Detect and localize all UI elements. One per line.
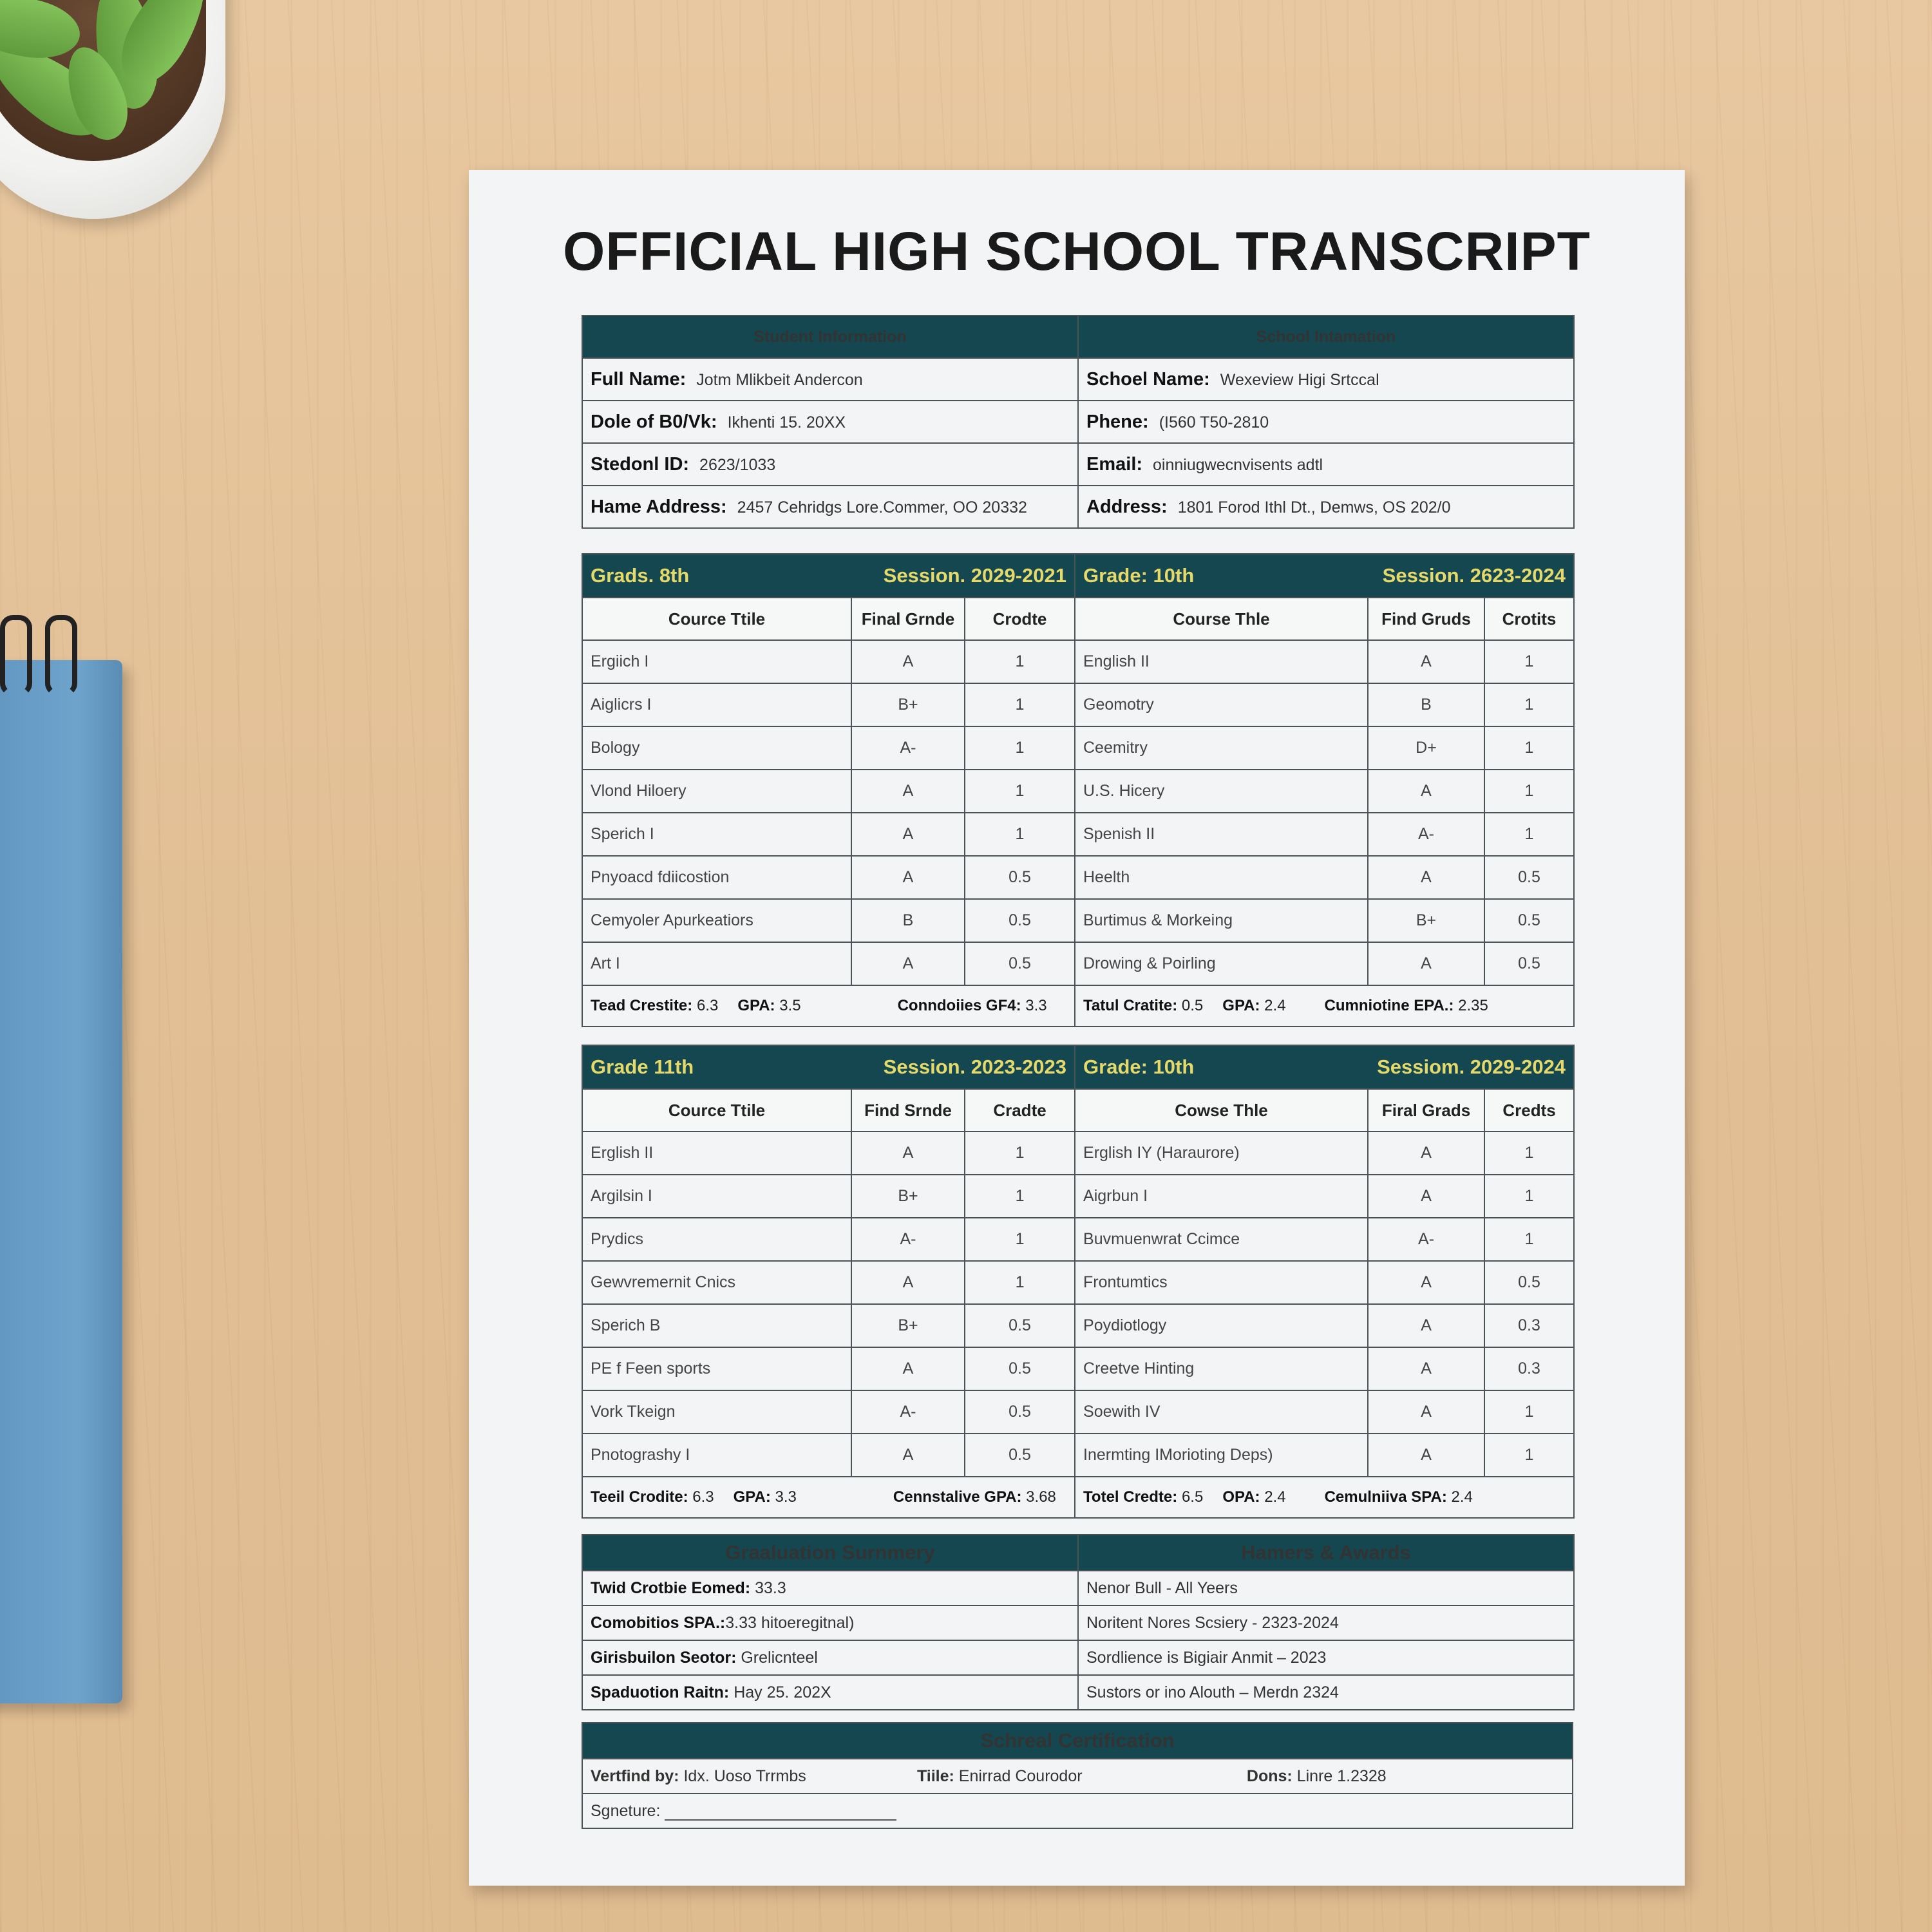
course-title: Pnyoacd fdiicostion bbox=[582, 856, 851, 899]
course-title: Argilsin I bbox=[582, 1175, 851, 1218]
course-title: Geomotry bbox=[1075, 683, 1368, 726]
course-row bbox=[582, 1434, 1574, 1477]
course-title: Buvmuenwrat Ccimce bbox=[1075, 1218, 1368, 1261]
final-grade: A bbox=[1368, 942, 1484, 985]
info-value: oinniugwecnvisents adtl bbox=[1153, 455, 1323, 474]
gpa-label: GPA: bbox=[1222, 997, 1260, 1014]
grade-header-right bbox=[1075, 1045, 1574, 1089]
credits: 0.5 bbox=[965, 856, 1075, 899]
cumulative-gpa-label: Cennstalive GPA: bbox=[893, 1488, 1022, 1506]
info-value: Wexeview Higi Srtccal bbox=[1220, 370, 1379, 389]
column-header: Crotits bbox=[1484, 598, 1574, 640]
course-title: Ergiich I bbox=[582, 640, 851, 683]
column-header: Firal Grads bbox=[1368, 1089, 1484, 1132]
credits: 1 bbox=[1484, 683, 1574, 726]
award-item: Sustors or ino Alouth – Merdn 2324 bbox=[1078, 1675, 1574, 1710]
final-grade: A bbox=[1368, 1132, 1484, 1175]
summary-label: Comobitios SPA.: bbox=[591, 1613, 726, 1632]
signature-line bbox=[665, 1806, 896, 1821]
term-summary bbox=[582, 985, 1075, 1027]
term-summary bbox=[582, 1477, 1075, 1518]
course-title: Pnotograshy I bbox=[582, 1434, 851, 1477]
column-header: Find Gruds bbox=[1368, 598, 1484, 640]
course-title: Sperich I bbox=[582, 813, 851, 856]
info-value: Ikhenti 15. 20XX bbox=[727, 413, 846, 431]
column-header: Find Srnde bbox=[851, 1089, 965, 1132]
session-label: Session. 2023-2023 bbox=[883, 1056, 1067, 1078]
grade-header-right bbox=[1075, 554, 1574, 598]
credits: 1 bbox=[1484, 1434, 1574, 1477]
cumulative-gpa-label: Conndoiies GF4: bbox=[897, 997, 1021, 1014]
credits-label: Totel Credte: bbox=[1083, 1488, 1178, 1506]
course-title: Spenish II bbox=[1075, 813, 1368, 856]
credits: 0.3 bbox=[1484, 1347, 1574, 1390]
award-item: Nenor Bull - All Yeers bbox=[1078, 1571, 1574, 1605]
course-title: Inermting IMorioting Deps) bbox=[1075, 1434, 1368, 1477]
final-grade: B+ bbox=[851, 1304, 965, 1347]
final-grade: A bbox=[1368, 1347, 1484, 1390]
summary-value: Hay 25. 202X bbox=[734, 1683, 831, 1701]
course-title: Bology bbox=[582, 726, 851, 770]
credits: 0.5 bbox=[1484, 856, 1574, 899]
summary-row bbox=[582, 1640, 1574, 1675]
final-grade: A bbox=[851, 942, 965, 985]
course-row bbox=[582, 899, 1574, 942]
grade-block-table bbox=[582, 553, 1575, 1027]
course-row bbox=[582, 640, 1574, 683]
gpa-value: 2.4 bbox=[1264, 997, 1286, 1014]
summary-row bbox=[582, 1605, 1574, 1640]
grade-label: Grade: 10th bbox=[1083, 1056, 1195, 1078]
cert-title-label: Tiile: bbox=[916, 1766, 954, 1785]
final-grade: A bbox=[1368, 1175, 1484, 1218]
final-grade: B+ bbox=[1368, 899, 1484, 942]
credits: 0.5 bbox=[1484, 942, 1574, 985]
final-grade: A bbox=[851, 813, 965, 856]
info-table bbox=[582, 315, 1575, 529]
cert-date-label: Dons: bbox=[1246, 1766, 1293, 1785]
summary-value: 33.3 bbox=[755, 1578, 786, 1597]
certification-row bbox=[582, 1759, 1573, 1794]
course-title: PE f Feen sports bbox=[582, 1347, 851, 1390]
course-title: Drowing & Poirling bbox=[1075, 942, 1368, 985]
final-grade: A bbox=[851, 640, 965, 683]
credits: 1 bbox=[965, 640, 1075, 683]
course-title: Aiglicrs I bbox=[582, 683, 851, 726]
course-title: Burtimus & Morkeing bbox=[1075, 899, 1368, 942]
info-label: Hame Address: bbox=[591, 496, 727, 517]
summary-label: Spaduotion Raitn: bbox=[591, 1683, 730, 1701]
summary-row bbox=[582, 1675, 1574, 1710]
credits: 0.5 bbox=[1484, 1261, 1574, 1304]
cumulative-gpa-value: 3.68 bbox=[1026, 1488, 1056, 1506]
course-title: English II bbox=[1075, 640, 1368, 683]
course-title: Sperich B bbox=[582, 1304, 851, 1347]
final-grade: A- bbox=[851, 726, 965, 770]
course-title: Aigrbun I bbox=[1075, 1175, 1368, 1218]
cert-title-value: Enirrad Courodor bbox=[958, 1766, 1083, 1785]
credits-value: 6.3 bbox=[696, 997, 719, 1014]
credits: 1 bbox=[1484, 726, 1574, 770]
cumulative-gpa-value: 3.3 bbox=[1025, 997, 1047, 1014]
column-header: Credts bbox=[1484, 1089, 1574, 1132]
credits-value: 6.5 bbox=[1181, 1488, 1204, 1506]
credits: 0.5 bbox=[1484, 899, 1574, 942]
credits-value: 6.3 bbox=[692, 1488, 714, 1506]
session-label: Session. 2029-2021 bbox=[883, 564, 1066, 587]
course-title: Erglish IY (Haraurore) bbox=[1075, 1132, 1368, 1175]
school-info-header: School Intamation bbox=[1078, 316, 1574, 358]
credits: 1 bbox=[1484, 813, 1574, 856]
course-title: Art I bbox=[582, 942, 851, 985]
credits: 1 bbox=[965, 1261, 1075, 1304]
info-row bbox=[582, 401, 1574, 443]
info-label: Dole of B0/Vk: bbox=[591, 411, 717, 432]
final-grade: A bbox=[851, 856, 965, 899]
certification-table bbox=[582, 1722, 1573, 1829]
student-info-header: Student Information bbox=[582, 316, 1078, 358]
course-title: Heelth bbox=[1075, 856, 1368, 899]
summary-value: 3.33 hitoeregitnal) bbox=[725, 1613, 855, 1632]
final-grade: A bbox=[1368, 1434, 1484, 1477]
info-label: Full Name: bbox=[591, 368, 687, 390]
credits: 1 bbox=[965, 1175, 1075, 1218]
summary-table bbox=[582, 1534, 1575, 1710]
final-grade: A bbox=[851, 1347, 965, 1390]
summary-label: Twid Crotbie Eomed: bbox=[591, 1578, 751, 1597]
info-label: Stedonl ID: bbox=[591, 453, 690, 475]
info-label: Schoel Name: bbox=[1086, 368, 1210, 390]
final-grade: B bbox=[1368, 683, 1484, 726]
info-label: Email: bbox=[1086, 453, 1143, 475]
final-grade: A- bbox=[851, 1218, 965, 1261]
course-row bbox=[582, 856, 1574, 899]
award-item: Sordlience is Bigiair Anmit – 2023 bbox=[1078, 1640, 1574, 1675]
gpa-value: 3.5 bbox=[779, 997, 801, 1014]
notebook-ring bbox=[0, 615, 32, 696]
final-grade: B bbox=[851, 899, 965, 942]
credits: 1 bbox=[965, 726, 1075, 770]
notebook-ring bbox=[45, 615, 77, 696]
credits: 0.5 bbox=[965, 1347, 1075, 1390]
gpa-label: GPA: bbox=[733, 1488, 771, 1506]
info-row bbox=[582, 486, 1574, 528]
course-row bbox=[582, 726, 1574, 770]
gpa-label: OPA: bbox=[1222, 1488, 1260, 1506]
final-grade: B+ bbox=[851, 683, 965, 726]
grade-label: Grade: 10th bbox=[1083, 564, 1195, 587]
final-grade: A bbox=[1368, 770, 1484, 813]
final-grade: D+ bbox=[1368, 726, 1484, 770]
course-row bbox=[582, 1261, 1574, 1304]
credits: 1 bbox=[965, 1218, 1075, 1261]
course-title: Vork Tkeign bbox=[582, 1390, 851, 1434]
course-title: Soewith IV bbox=[1075, 1390, 1368, 1434]
credits: 1 bbox=[1484, 770, 1574, 813]
notebook bbox=[0, 660, 122, 1703]
transcript-paper bbox=[469, 170, 1685, 1886]
final-grade: A bbox=[1368, 1390, 1484, 1434]
grade-header-left bbox=[582, 1045, 1075, 1089]
credits: 1 bbox=[1484, 1175, 1574, 1218]
info-value: (I560 T50-2810 bbox=[1159, 413, 1269, 431]
gpa-value: 2.4 bbox=[1264, 1488, 1286, 1506]
course-title: Creetve Hinting bbox=[1075, 1347, 1368, 1390]
credits-label: Teeil Crodite: bbox=[591, 1488, 688, 1506]
info-value: 1801 Forod Ithl Dt., Demws, OS 202/0 bbox=[1177, 498, 1451, 516]
credits-label: Tead Crestite: bbox=[591, 997, 693, 1014]
credits: 0.5 bbox=[965, 1304, 1075, 1347]
course-title: Cemyoler Apurkeatiors bbox=[582, 899, 851, 942]
summary-value: Grelicnteel bbox=[741, 1648, 818, 1667]
course-row bbox=[582, 813, 1574, 856]
info-label: Phene: bbox=[1086, 411, 1149, 432]
final-grade: A- bbox=[1368, 813, 1484, 856]
credits: 1 bbox=[965, 770, 1075, 813]
info-label: Address: bbox=[1086, 496, 1168, 517]
grade-header-left bbox=[582, 554, 1075, 598]
course-row bbox=[582, 1218, 1574, 1261]
credits: 1 bbox=[1484, 640, 1574, 683]
final-grade: A bbox=[851, 1261, 965, 1304]
course-row bbox=[582, 942, 1574, 985]
summary-row bbox=[582, 1571, 1574, 1605]
column-header: Cowse Thle bbox=[1075, 1089, 1368, 1132]
final-grade: A bbox=[1368, 856, 1484, 899]
course-title: Erglish II bbox=[582, 1132, 851, 1175]
credits: 1 bbox=[965, 1132, 1075, 1175]
course-row bbox=[582, 1175, 1574, 1218]
credits: 0.5 bbox=[965, 1434, 1075, 1477]
page-title: OFFICIAL HIGH SCHOOL TRANSCRIPT bbox=[563, 221, 1591, 281]
cert-date-value: Linre 1.2328 bbox=[1296, 1766, 1387, 1785]
credits: 0.5 bbox=[965, 942, 1075, 985]
verified-value: Idx. Uoso Trrmbs bbox=[683, 1766, 806, 1785]
signature-label: Sgneture: bbox=[591, 1801, 661, 1820]
final-grade: A bbox=[1368, 640, 1484, 683]
credits: 1 bbox=[1484, 1390, 1574, 1434]
credits: 0.3 bbox=[1484, 1304, 1574, 1347]
column-header: Final Grnde bbox=[851, 598, 965, 640]
grade-label: Grade 11th bbox=[591, 1056, 694, 1078]
course-row bbox=[582, 683, 1574, 726]
credits: 1 bbox=[965, 813, 1075, 856]
final-grade: A bbox=[1368, 1304, 1484, 1347]
info-value: 2457 Cehridgs Lore.Commer, OO 20332 bbox=[737, 498, 1027, 516]
final-grade: A- bbox=[1368, 1218, 1484, 1261]
course-row bbox=[582, 1347, 1574, 1390]
column-header: Crodte bbox=[965, 598, 1075, 640]
award-item: Noritent Nores Scsiery - 2323-2024 bbox=[1078, 1605, 1574, 1640]
course-title: Poydiotlogy bbox=[1075, 1304, 1368, 1347]
credits: 1 bbox=[965, 683, 1075, 726]
course-row bbox=[582, 1390, 1574, 1434]
final-grade: A bbox=[851, 770, 965, 813]
gpa-value: 3.3 bbox=[775, 1488, 797, 1506]
final-grade: A bbox=[851, 1132, 965, 1175]
graduation-summary-header: Graaluation Surnmery bbox=[582, 1535, 1078, 1571]
grade-label: Grads. 8th bbox=[591, 564, 690, 587]
certification-header: Schreal Certification bbox=[582, 1723, 1573, 1759]
course-title: U.S. Hicery bbox=[1075, 770, 1368, 813]
final-grade: A bbox=[1368, 1261, 1484, 1304]
gpa-label: GPA: bbox=[737, 997, 775, 1014]
column-header: Course Thle bbox=[1075, 598, 1368, 640]
course-title: Frontumtics bbox=[1075, 1261, 1368, 1304]
signature-row bbox=[582, 1794, 1573, 1828]
term-summary bbox=[1075, 1477, 1574, 1518]
final-grade: B+ bbox=[851, 1175, 965, 1218]
info-value: 2623/1033 bbox=[699, 455, 776, 474]
course-row bbox=[582, 1132, 1574, 1175]
final-grade: A bbox=[851, 1434, 965, 1477]
credits: 0.5 bbox=[965, 899, 1075, 942]
course-title: Vlond Hiloery bbox=[582, 770, 851, 813]
info-row bbox=[582, 443, 1574, 486]
honors-awards-header: Hamers & Awards bbox=[1078, 1535, 1574, 1571]
grade-block-table bbox=[582, 1045, 1575, 1519]
course-title: Ceemitry bbox=[1075, 726, 1368, 770]
session-label: Sessiom. 2029-2024 bbox=[1377, 1056, 1566, 1078]
course-title: Gewvremernit Cnics bbox=[582, 1261, 851, 1304]
final-grade: A- bbox=[851, 1390, 965, 1434]
cumulative-gpa-label: Cumniotine EPA.: bbox=[1324, 997, 1454, 1014]
cumulative-gpa-label: Cemulniiva SPA: bbox=[1324, 1488, 1447, 1506]
cumulative-gpa-value: 2.35 bbox=[1458, 997, 1488, 1014]
course-row bbox=[582, 1304, 1574, 1347]
credits: 1 bbox=[1484, 1132, 1574, 1175]
info-row bbox=[582, 358, 1574, 401]
credits: 0.5 bbox=[965, 1390, 1075, 1434]
credits-value: 0.5 bbox=[1181, 997, 1204, 1014]
cumulative-gpa-value: 2.4 bbox=[1451, 1488, 1473, 1506]
info-value: Jotm Mlikbeit Andercon bbox=[696, 370, 863, 389]
column-header: Cource Ttile bbox=[582, 1089, 851, 1132]
credits: 1 bbox=[1484, 1218, 1574, 1261]
verified-label: Vertfind by: bbox=[591, 1766, 679, 1785]
column-header: Cradte bbox=[965, 1089, 1075, 1132]
course-row bbox=[582, 770, 1574, 813]
course-title: Prydics bbox=[582, 1218, 851, 1261]
credits-label: Tatul Cratite: bbox=[1083, 997, 1178, 1014]
term-summary bbox=[1075, 985, 1574, 1027]
session-label: Session. 2623-2024 bbox=[1382, 564, 1566, 587]
column-header: Cource Ttile bbox=[582, 598, 851, 640]
summary-label: Girisbuilon Seotor: bbox=[591, 1648, 737, 1667]
